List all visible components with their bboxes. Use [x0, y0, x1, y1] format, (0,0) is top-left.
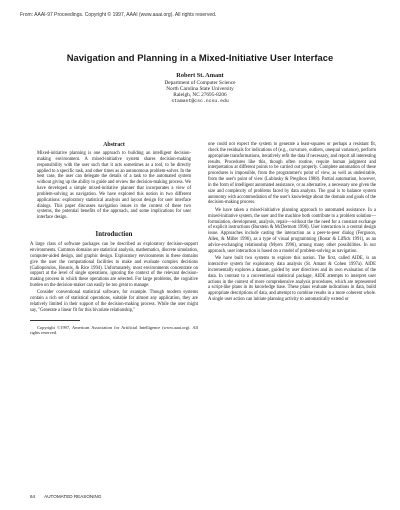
source-line: From: AAAI-97 Proceedings. Copyright © 1997, AAAI (www.aaai.org). All rights reserved.	[20, 12, 217, 18]
abstract-heading: Abstract	[103, 142, 125, 148]
page-footer	[30, 494, 101, 499]
author-name: Robert St. Amant	[176, 72, 224, 79]
abstract-paragraph: Mixed-initiative planning is one approach to building an intelligent decision-making environment. A mixed-initiative system shares decision-making responsibility with the user such that it acts sometimes as a tool, to be directly applied to a specific task, and other times as an autonomous problem-solver. In the best case, the user can delegate the details of a task to the automated system without giving up the ability to guide and review the decision-making process. We have developed a simple mixed-initiative planner that incorporates a view of problem-solving as navigation. We have explored this notion in two different applications: exploratory statistical analysis and layout design for user interface dialogs. This paper discusses navigation issues in the context of these two systems, the potential benefits of the approach, and some implications for user interface design.	[37, 151, 191, 221]
body-paragraph: one could not expect the system to generate a least-squares or perhaps a resistant fit, check the residuals for indications of (e.g., curvature, outliers, unequal variance), perform appropriate transformations, iteratively refit the data if necessary, and report all interesting results. Procedures like this, though often routine, require human judgment and interpretation at different points to be carried out properly. Complete automation of these procedures is impossible, from the programmer's point of view, as well as undesirable, from the user's point of view (Lubinsky & Pregibon 1988). Partial automation, however, in the form of intelligent automated assistance, or as alternative, a necessary one given the size and complexity of problems faced by data analysts. The goal is to balance system autonomy with accommodation of the user's knowledge about the domain and goals of the decision-making process.	[208, 142, 376, 206]
left-column	[30, 142, 198, 336]
author-block	[20, 72, 380, 105]
body-paragraph: A large class of software packages can be described as exploratory decision-support environments. Common domains are statistical analysis, mathematics, discrete simulation, computer-aided design, and graphic design. Exploratory environments in these domains give the user the computational facilities to make and evaluate complex decisions (Galloporulos, Houstis, & Rice 1994). Unfortunately, most environments concentrate on support at the level of single operations, ignoring the context of the relevant decision-making process in which these operations are selected. For large problems, the cognitive burden on the decision-maker can easily be too great to manage.	[30, 242, 198, 289]
page-number: 64	[30, 494, 36, 499]
footnote-rule	[30, 320, 80, 321]
body-paragraph: We have built two systems to explore this notion. The first, called AIDE, is an interactive system for exploratory data analysis (St. Amant & Cohen 1997a). AIDE incrementally explores a dataset, guided by user directives and its own evaluation of the data. In contrast to a conventional statistical package, AIDE attempts to interpret user actions in the context of more comprehensive analysis procedures, which are represented a script-like plans in its knowledge base. These plans evaluate indications in data, build appropriate descriptions of data, and attempt to combine results in a more coherent whole. A single user action can initiate planning activity to automatically extend or	[208, 256, 376, 303]
author-email[interactable]: stamant@csc.ncsu.edu	[171, 98, 229, 104]
author-department: Department of Computer Science	[164, 79, 236, 86]
running-title: AUTOMATED REASONING	[44, 494, 102, 499]
paper-title: Navigation and Planning in a Mixed-Initiative User Interface	[66, 52, 334, 63]
body-paragraph: We have taken a mixed-initiative planning approach to automated assistance. In a mixed-initiative system, the user and the machine both contribute to a problem solution—formulation, development, analysis, repair—without the the need for a constant exchange of explicit instructions (Burstein & McDermott 1996). User interaction is a central design issue. Approaches include casting the interaction as a peer-to-peer dialog (Ferguson, Allen, & Miller 1996), as a type of visual programming (Bonar & Liffick 1991), as an advice-exchanging relationship (Myers 1996), among many other possibilities. In our approach, user interaction is based on a model of problem-solving as navigation.	[208, 207, 376, 254]
body-paragraph: Consider conventional statistical software, for example. Though modern systems contain a rich set of statistical operations, suitable for almost any application, they are relatively limited in their support of the decision-making process. While the user might say, "Generate a linear fit for this bivariate relationship,"	[30, 290, 198, 313]
author-address: Raleigh, NC 27695-8206	[173, 92, 227, 99]
copyright-footnote: Copyright ©1997, American Association for Artificial Intelligence (www.aaai.org). All rights reserved.	[30, 324, 198, 336]
introduction-heading: Introduction	[95, 231, 133, 239]
author-university: North Carolina State University	[166, 86, 234, 92]
abstract-body	[30, 151, 198, 221]
right-column	[208, 142, 376, 305]
